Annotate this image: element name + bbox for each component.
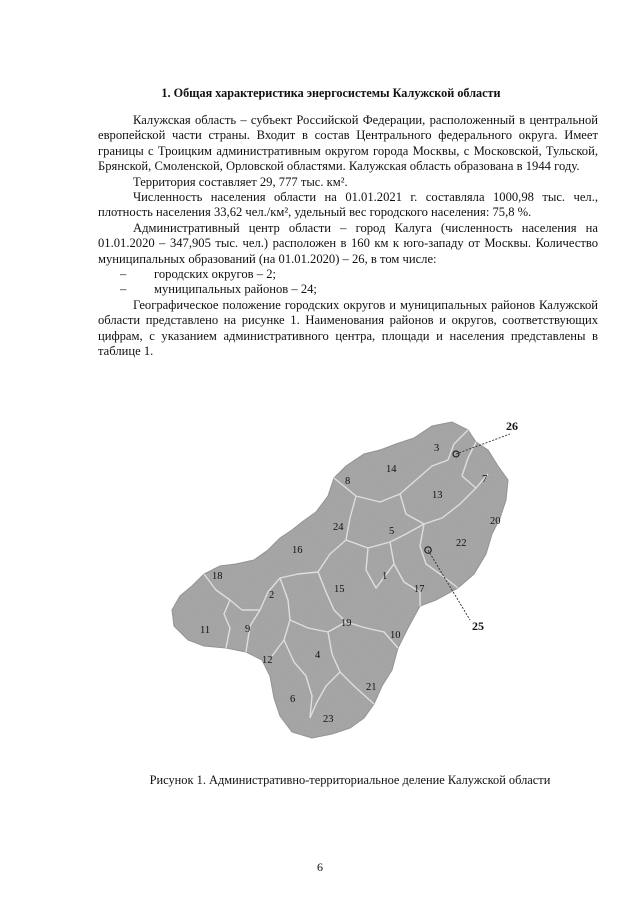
district-label: 3 [434,443,440,454]
district-label: 7 [482,474,488,485]
district-label: 23 [323,714,334,725]
district-label: 19 [341,618,352,629]
list-item [98,282,598,297]
list-marker: – [120,282,127,297]
paragraph: Территория составляет 29, 777 тыс. км². [133,174,348,189]
district-label: 15 [334,584,345,595]
district-label: 20 [490,516,501,527]
paragraph: Географическое положение городских округов и муниципальных районов Калужской области представлено на рисунке 1. Наименования районов и округов, соответствующих цифрам, с указанием административного центра, площади и населения представлены в таблице 1. [98,297,598,359]
list-item-text: городских округов – 2; [154,267,277,282]
district-label: 1 [382,571,388,582]
district-label: 5 [389,526,395,537]
list-item [98,267,598,282]
district-label: 16 [292,545,303,556]
figure-caption: Рисунок 1. Административно-территориальное деление Калужской области [149,773,551,787]
page-number: 6 [317,860,323,874]
region-map [170,414,550,744]
list-marker: – [120,267,127,282]
district-label: 24 [333,522,344,533]
district-label: 4 [315,650,321,661]
paragraph: Административный центр области – город Калуга (численность населения на 01.01.2020 – 347,905 тыс. чел.) расположен в 160 км к юго-западу от Москвы. Количество муниципальных образований (на 01.01.2020) – 26, в том числе: [98,220,598,266]
district-label: 13 [432,490,443,501]
district-label: 8 [345,476,351,487]
district-label: 9 [245,624,251,635]
district-label: 2 [269,590,275,601]
district-label: 18 [212,571,223,582]
callout-label: 25 [472,619,484,633]
list-item-text: муниципальных районов – 24; [154,282,317,297]
district-label: 17 [414,584,425,595]
paragraph: Численность населения области на 01.01.2021 г. составляла 1000,98 тыс. чел., плотность населения 33,62 чел./км², удельный вес городского населения: 75,8 %. [98,190,598,220]
district-label: 11 [200,625,211,636]
district-label: 6 [290,694,296,705]
district-label: 12 [262,655,273,666]
body-text [98,113,598,360]
region-map-svg [170,414,550,744]
district-label: 14 [386,464,397,475]
paragraph: Калужская область – субъект Российской Федерации, расположенный в центральной европейской части страны. Входит в состав Центрального федерального округа. Имеет границы с Троицким административным округом города Москвы, с Московской, Тульской, Брянской, Смоленской, Орловской областями. Калужская область образована в 1944 году. [98,113,598,174]
district-label: 21 [366,682,377,693]
callout-label: 26 [506,419,518,433]
section-heading: 1. Общая характеристика энергосистемы Калужской области [161,86,501,100]
district-label: 10 [390,630,401,641]
district-label: 22 [456,538,467,549]
